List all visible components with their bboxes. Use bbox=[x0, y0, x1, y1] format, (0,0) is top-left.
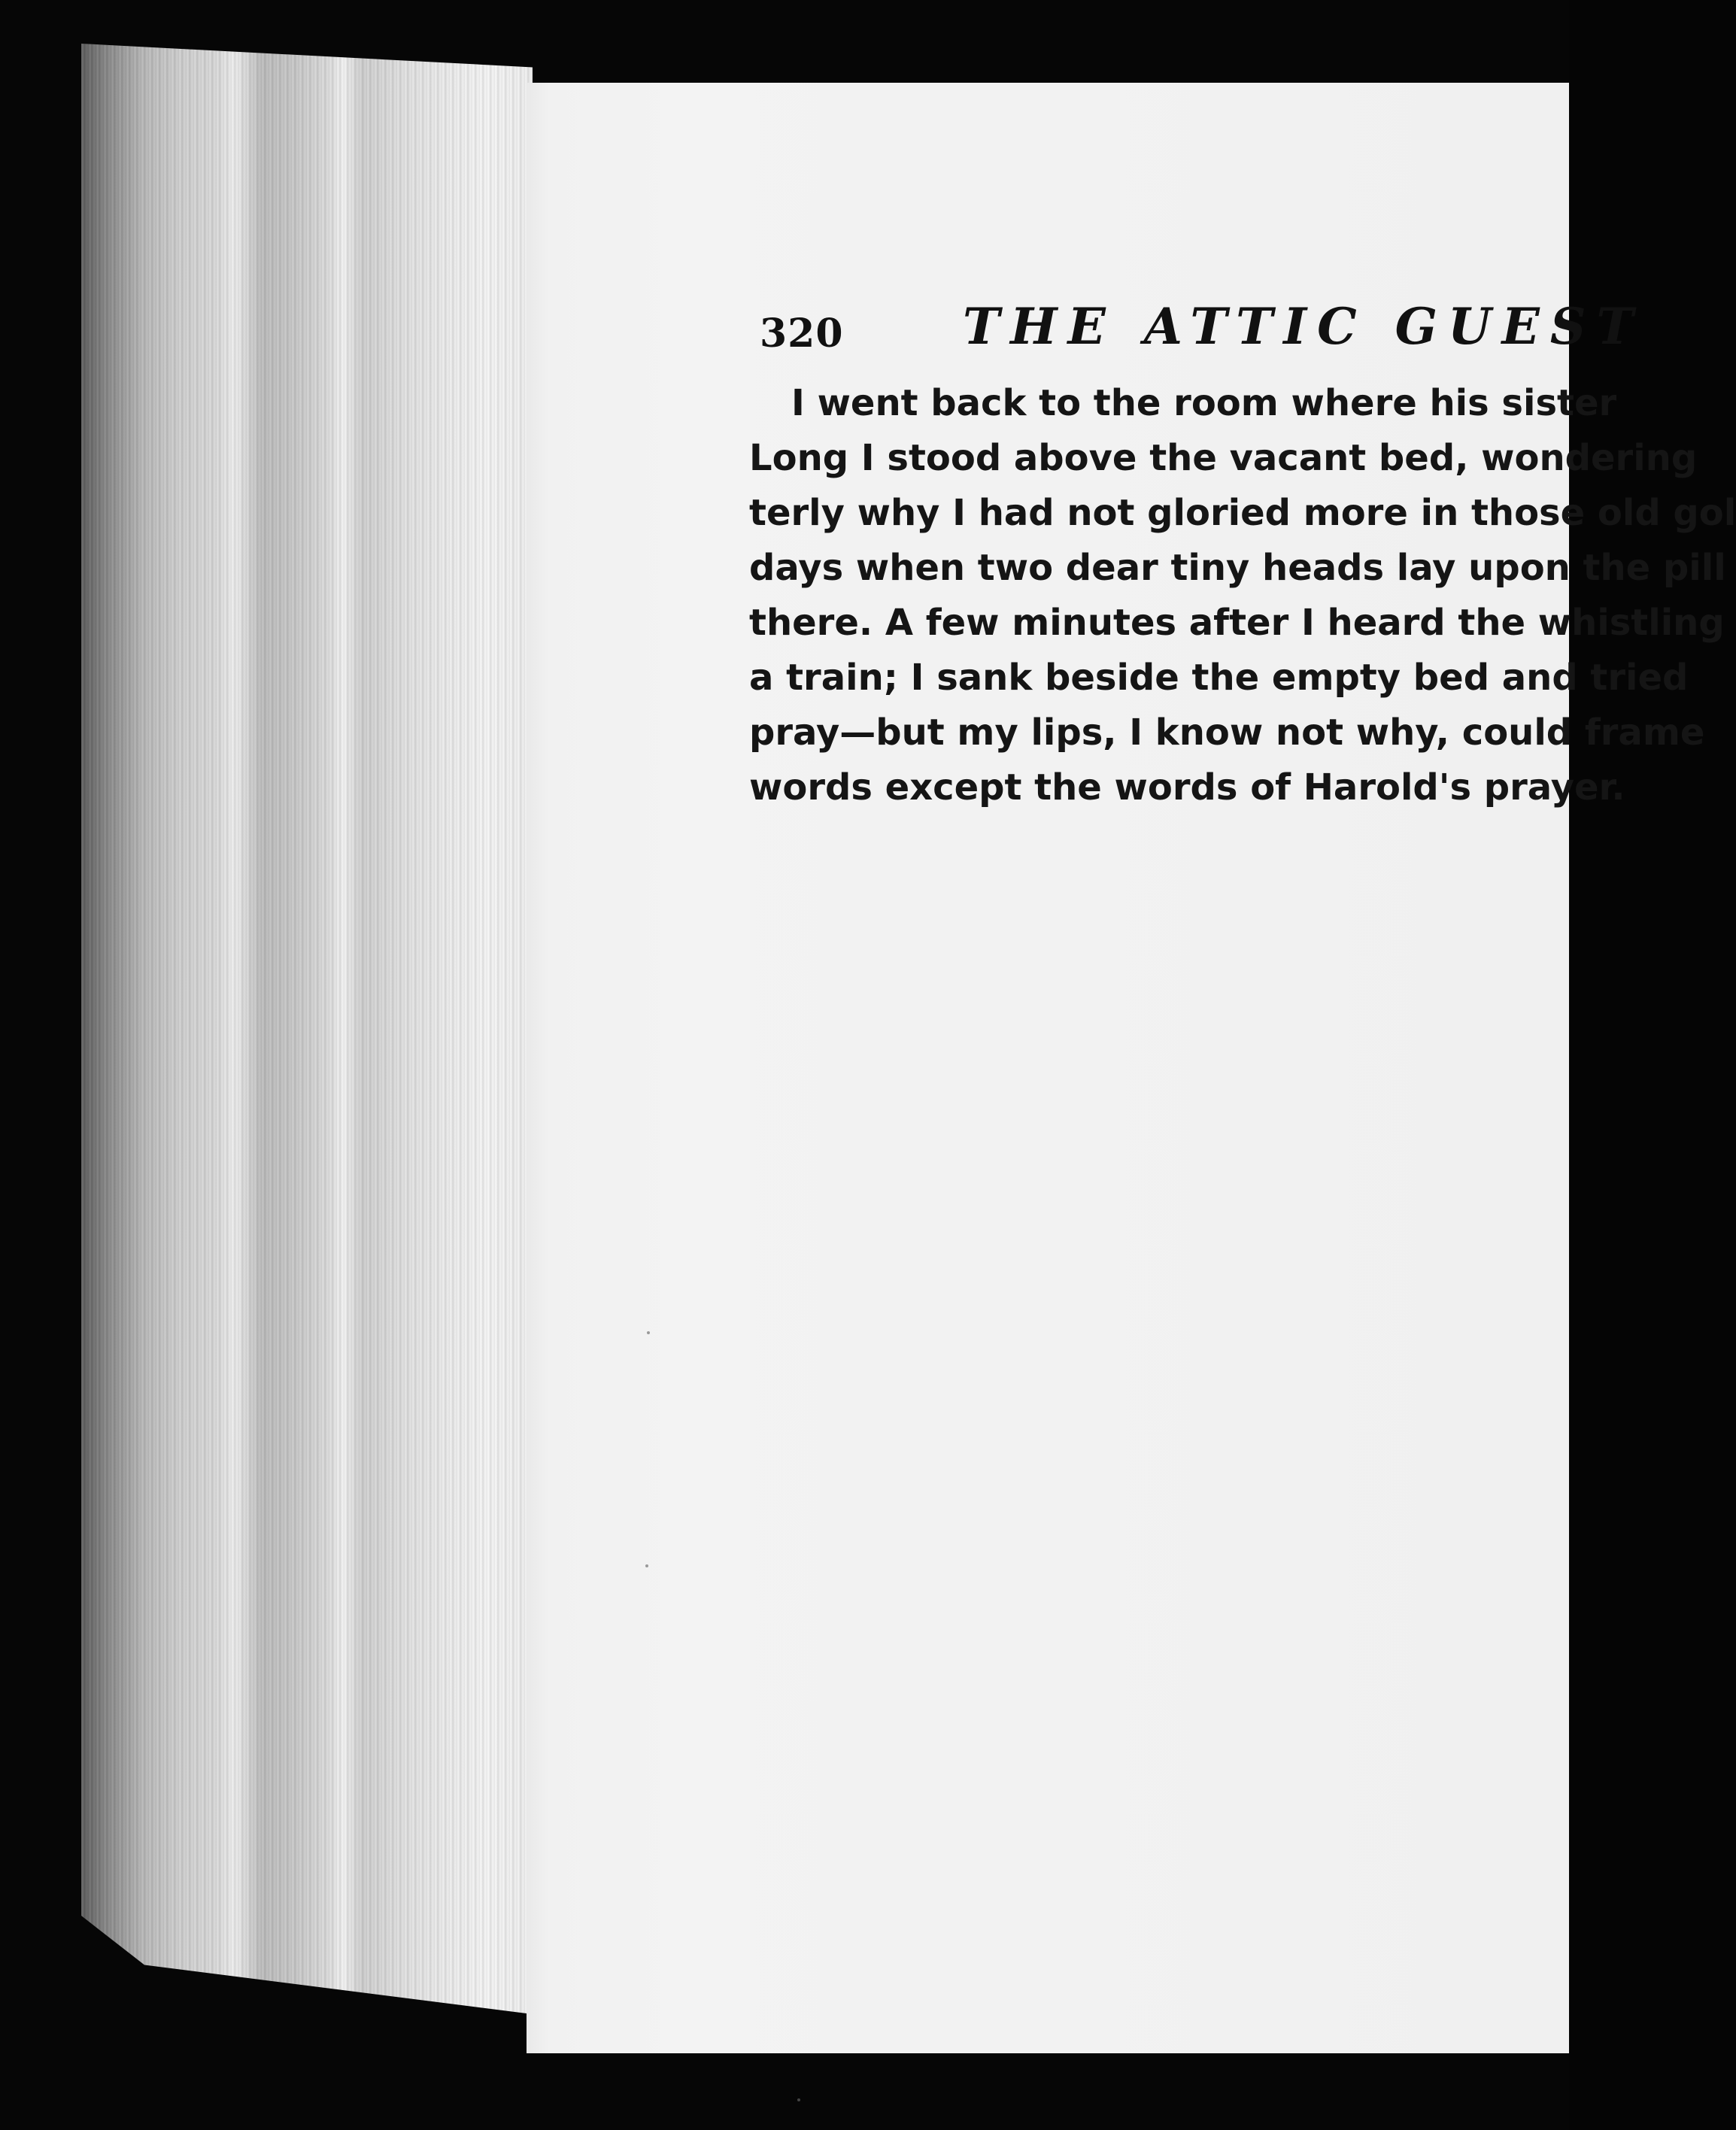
text-line: a train; I sank beside the empty bed and tried bbox=[749, 657, 1689, 699]
text-line: days when two dear tiny heads lay upon the pill bbox=[749, 547, 1726, 589]
running-head bbox=[760, 297, 1662, 387]
text-line: words except the words of Harold's prayer. bbox=[749, 766, 1625, 809]
book-title: THE ATTIC GUEST bbox=[963, 297, 1644, 356]
text-line: pray—but my lips, I know not why, could frame bbox=[749, 712, 1705, 754]
text-line: Long I stood above the vacant bed, wondering bbox=[749, 437, 1698, 479]
scan-speck bbox=[797, 2098, 800, 2101]
body-paragraph bbox=[749, 376, 1736, 815]
text-line: there. A few minutes after I heard the whistling bbox=[749, 602, 1725, 644]
book-page-edges bbox=[81, 44, 533, 2014]
book-page bbox=[527, 83, 1736, 2053]
scan-speck bbox=[647, 1331, 650, 1334]
scan-speck bbox=[645, 1564, 648, 1567]
text-line: I went back to the room where his sister bbox=[791, 382, 1617, 424]
text-line: terly why I had not gloried more in those old gol bbox=[749, 492, 1736, 534]
page-number: 320 bbox=[760, 311, 844, 357]
